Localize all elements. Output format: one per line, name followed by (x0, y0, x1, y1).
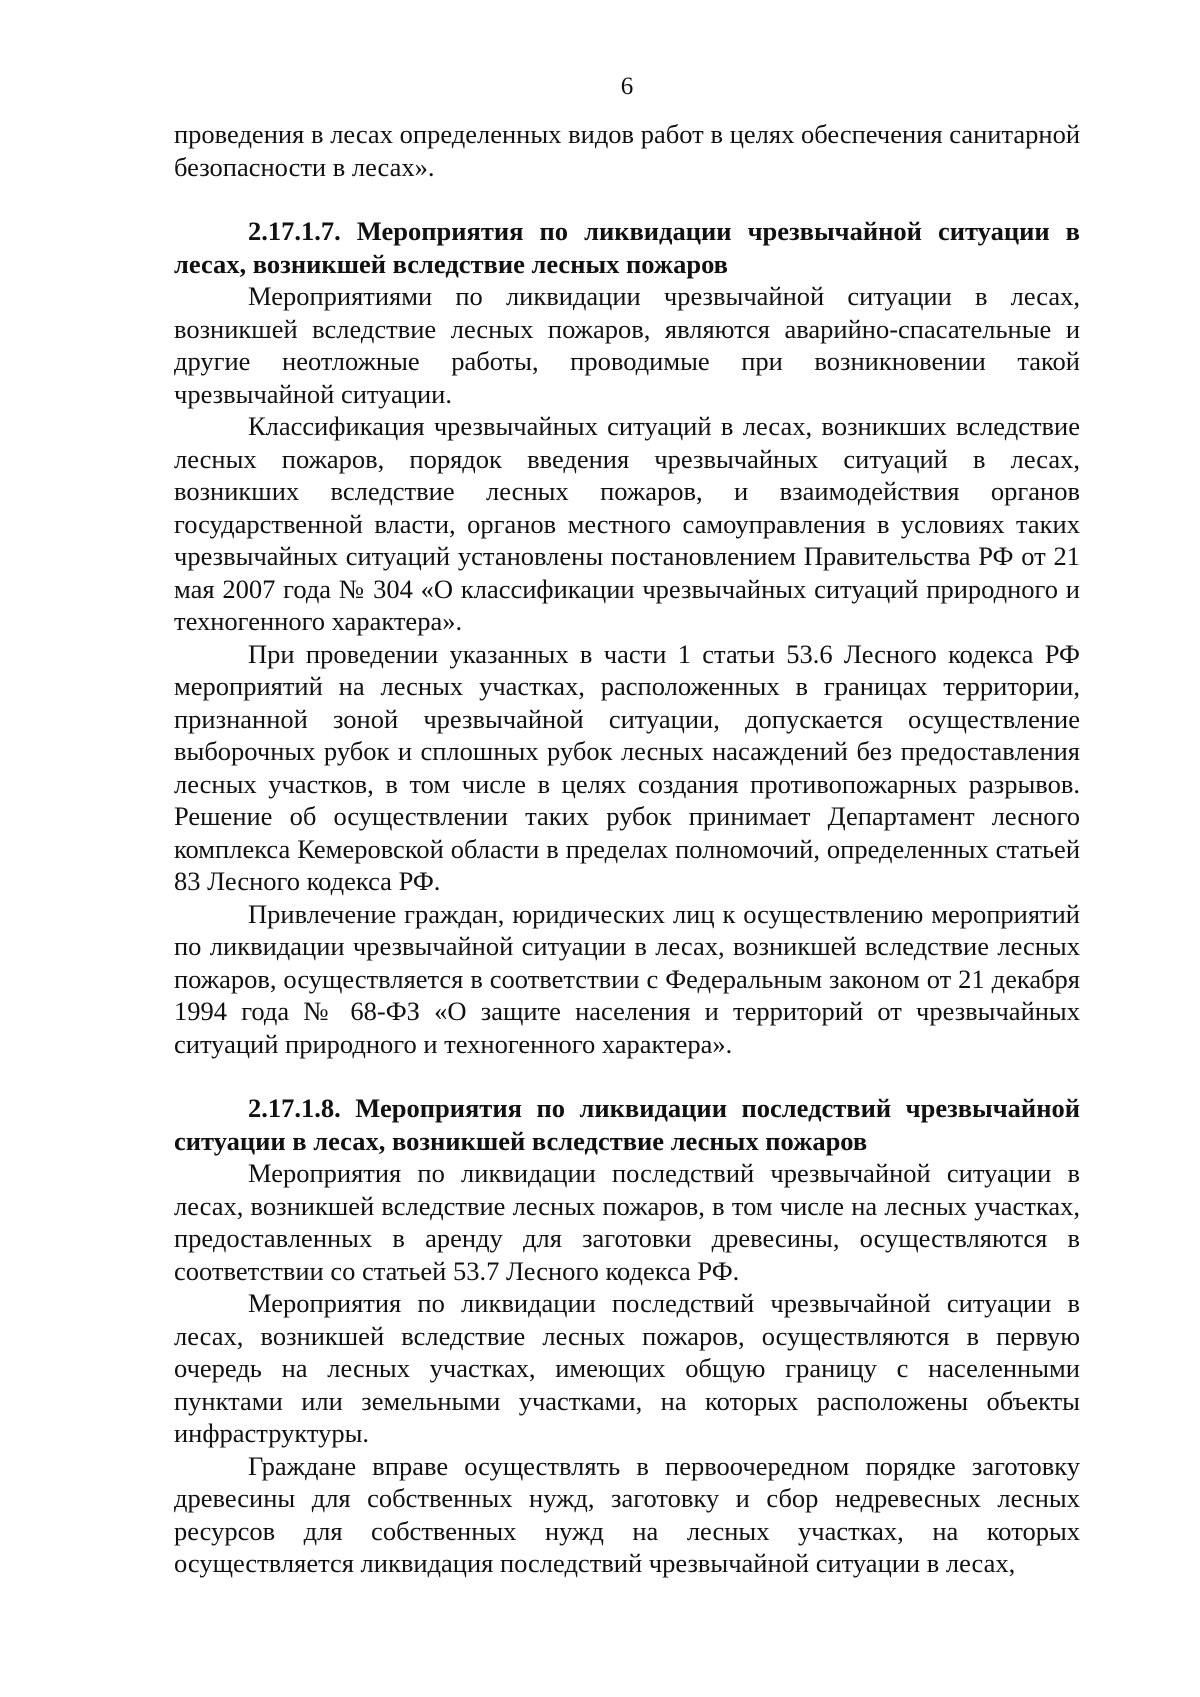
paragraph: Мероприятия по ликвидации последствий чрезвычайной ситуации в лесах, возникшей вследствие лесных пожаров, осуществляются в первую очередь на лесных участках, имеющих общую границу с населенными пунктами или земельными участками, на которых расположены объекты инфраструктуры. (174, 1288, 1080, 1448)
paragraph: Классификация чрезвычайных ситуаций в лесах, возникших вследствие лесных пожаров, порядок введения чрезвычайных ситуаций в лесах, возникших вследствие лесных пожаров, и взаимодействия органов государственной власти, органов местного самоуправления в условиях таких чрезвычайных ситуаций установлены постановлением Правительства РФ от 21 мая 2007 года № 304 «О классификации чрезвычайных ситуаций природного и техногенного характера». (174, 411, 1080, 636)
section-gap (174, 1060, 1080, 1092)
paragraph: При проведении указанных в части 1 статьи 53.6 Лесного кодекса РФ мероприятий на лесных участках, расположенных в границах территории, признанной зоной чрезвычайной ситуации, допускается осуществление выборочных рубок и сплошных рубок лесных насаждений без предоставления лесных участков, в том числе в целях создания противопожарных разрывов. Решение об осуществлении таких рубок принимает Департамент лесного комплекса Кемеровской области в пределах полномочий, определенных статьей 83 Лесного кодекса РФ. (174, 638, 1080, 896)
intro-paragraph: проведения в лесах определенных видов работ в целях обеспечения санитарной безопасности в лесах». (174, 119, 1080, 182)
paragraph: Привлечение граждан, юридических лиц к осуществлению мероприятий по ликвидации чрезвычайной ситуации в лесах, возникшей вследствие лесных пожаров, осуществляется в соответствии с Федеральным законом от 21 декабря 1994 года № 68-ФЗ «О защите населения и территорий от чрезвычайных ситуаций природного и техногенного характера». (174, 898, 1080, 1059)
section-heading-2-17-1-8: 2.17.1.8. Мероприятия по ликвидации последствий чрезвычайной ситуации в лесах, возникшей вследствие лесных пожаров (174, 1093, 1080, 1156)
paragraph: Мероприятиями по ликвидации чрезвычайной ситуации в лесах, возникшей вследствие лесных пожаров, являются аварийно-спасательные и другие неотложные работы, проводимые при возникновении такой чрезвычайной ситуации. (174, 281, 1080, 409)
page-number: 6 (620, 73, 634, 100)
paragraph: Граждане вправе осуществлять в первоочередном порядке заготовку древесины для собственных нужд, заготовку и сбор недревесных лесных ресурсов для собственных нужд на лесных участках, на которых осуществляется ликвидация последствий чрезвычайной ситуации в лесах, (174, 1450, 1080, 1578)
paragraph: Мероприятия по ликвидации последствий чрезвычайной ситуации в лесах, возникшей вследствие лесных пожаров, в том числе на лесных участках, предоставленных в аренду для заготовки древесины, осуществляются в соответствии со статьей 53.7 Лесного кодекса РФ. (174, 1158, 1080, 1286)
section-gap (174, 183, 1080, 215)
section-heading-2-17-1-7: 2.17.1.7. Мероприятия по ликвидации чрезвычайной ситуации в лесах, возникшей вследствие лесных пожаров (174, 216, 1080, 279)
